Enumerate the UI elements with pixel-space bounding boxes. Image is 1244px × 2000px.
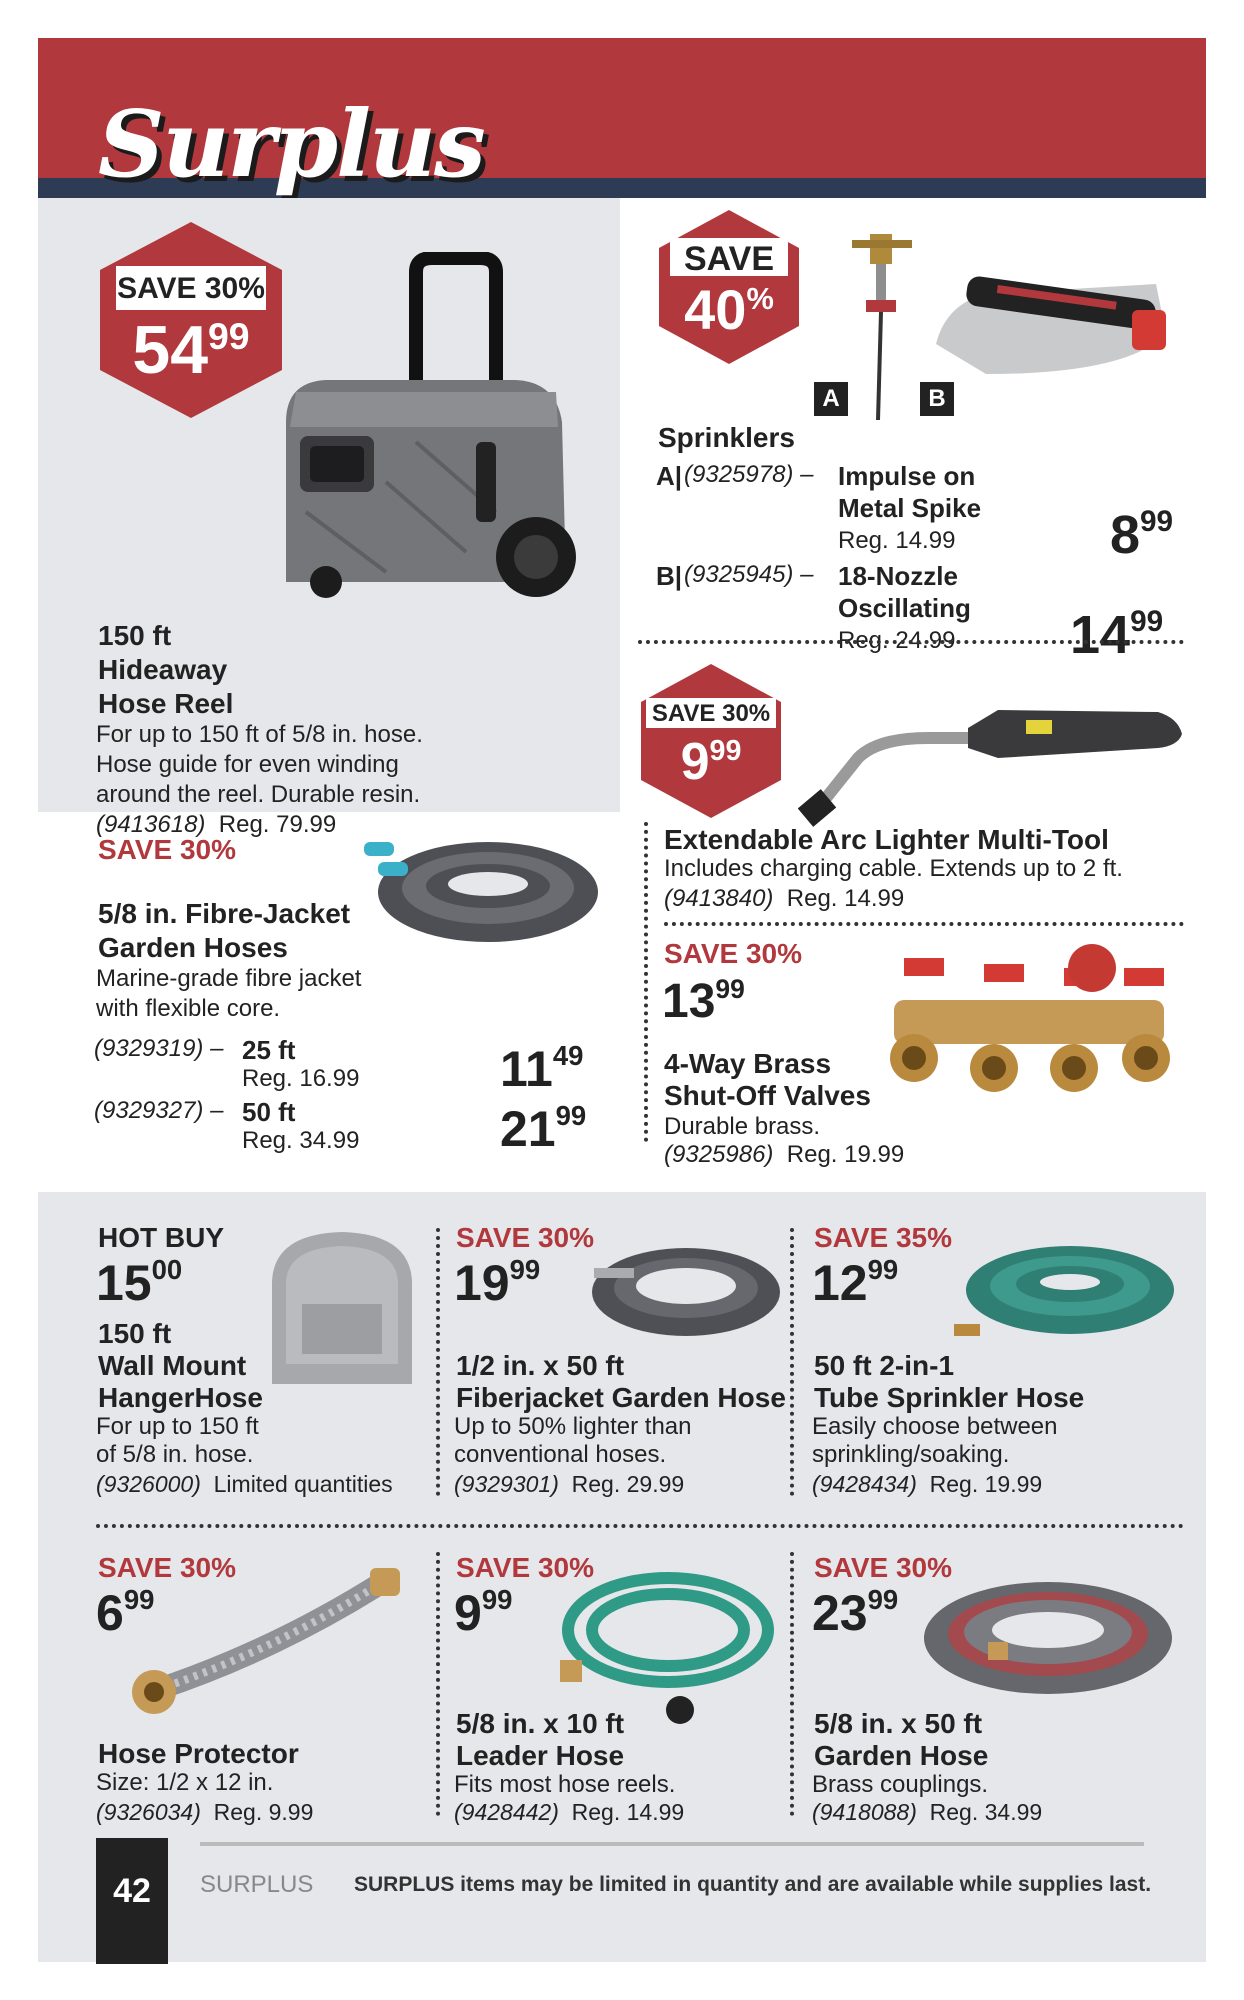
sprinkler-b-name-1: 18-Nozzle	[838, 561, 958, 591]
price-main: 8	[1110, 505, 1141, 565]
valves-sku: (9325986)	[664, 1141, 774, 1168]
grid-item-save: SAVE 35%	[814, 1222, 952, 1253]
price-main: 12	[812, 1255, 868, 1311]
grid-item-title-3: HangerHose	[98, 1382, 263, 1413]
price-cents: 00	[151, 1254, 183, 1286]
impulse-sprinkler-image	[842, 224, 922, 424]
lighter-reg: Reg. 14.99	[786, 885, 905, 912]
grid-item-desc-1: Easily choose between	[812, 1413, 1058, 1440]
grid-item-desc-1: Size: 1/2 x 12 in.	[96, 1769, 274, 1796]
tube-sprinkler-hose-image	[950, 1234, 1180, 1354]
grid-item-desc-2: of 5/8 in. hose.	[96, 1441, 254, 1468]
valves-title-1: 4-Way Brass	[664, 1048, 832, 1079]
hose-reel-badge	[96, 220, 286, 420]
banner-title: Surplus	[98, 90, 484, 198]
arc-lighter-image	[798, 698, 1198, 828]
fiberjacket-hose-image	[586, 1234, 786, 1344]
hose-reel-reg: Reg. 79.99	[218, 811, 337, 838]
grid-item-save: SAVE 30%	[98, 1552, 236, 1583]
badge-price	[638, 733, 784, 791]
hose-reel-desc-1: For up to 150 ft of 5/8 in. hose.	[96, 721, 423, 748]
lighter-badge	[638, 662, 784, 820]
badge-percent	[656, 278, 802, 341]
sprinkler-a-name-2: Metal Spike	[838, 493, 982, 523]
divider-lighter	[664, 922, 1184, 926]
fibre-hoses-title-1: 5/8 in. Fibre-Jacket	[98, 898, 351, 929]
sprinkler-a-reg: Reg. 14.99	[838, 527, 956, 554]
grid-item-title-2: Leader Hose	[456, 1740, 625, 1771]
fibre-hose-50-reg: Reg. 34.99	[242, 1127, 360, 1154]
footer-rule	[200, 1842, 1144, 1846]
valves-title-2: Shut-Off Valves	[664, 1080, 871, 1111]
grid-item-desc-1: Up to 50% lighter than	[454, 1413, 692, 1440]
valves-reg: Reg. 19.99	[786, 1141, 905, 1168]
garden-hose-image	[918, 1568, 1184, 1708]
price-main: 6	[96, 1585, 124, 1641]
grid-divider-v3	[436, 1552, 440, 1816]
grid-item-reg: Reg. 9.99	[213, 1799, 314, 1825]
divider-sprinklers	[638, 640, 1184, 644]
badge-price	[96, 312, 286, 388]
price-main: 13	[662, 975, 716, 1028]
grid-item-price	[454, 1252, 540, 1315]
sprinkler-b-prefix: B|	[656, 561, 683, 591]
fibre-hose-25-reg: Reg. 16.99	[242, 1065, 360, 1092]
grid-item-sku: (9418088)	[812, 1799, 917, 1825]
hose-reel-panel	[38, 198, 620, 838]
valves-sku-line	[664, 1140, 904, 1170]
grid-item-title-1: 5/8 in. x 50 ft	[814, 1708, 983, 1739]
flyer-page	[38, 38, 1206, 1962]
grid-item-title-2: Fiberjacket Garden Hose	[456, 1382, 786, 1413]
hose-reel-title-2: Hideaway	[98, 654, 228, 685]
price-cents: 99	[1130, 605, 1164, 639]
grid-item-desc-2: conventional hoses.	[454, 1441, 667, 1468]
fibre-hose-25-length: 25 ft	[242, 1035, 296, 1065]
hose-reel-title-3: Hose Reel	[98, 688, 234, 719]
grid-item-sku: (9326034)	[96, 1799, 201, 1825]
fibre-hose-image	[358, 822, 608, 952]
grid-item-price	[812, 1252, 898, 1315]
grid-item-title-1: 50 ft 2-in-1	[814, 1350, 955, 1381]
price-cents: 99	[715, 974, 745, 1005]
price-cents: 99	[867, 1254, 899, 1286]
sprinkler-a-name-1: Impulse on	[838, 461, 976, 491]
label-a: A	[814, 382, 848, 416]
sprinkler-b-reg: Reg. 24.99	[838, 627, 956, 654]
valves-desc: Durable brass.	[664, 1113, 821, 1140]
footer-section: SURPLUS	[200, 1871, 314, 1898]
fibre-hose-25-sku: (9329319) –	[94, 1035, 224, 1062]
price-cents: 99	[509, 1254, 541, 1286]
sprinkler-b-sku: (9325945) –	[684, 561, 814, 588]
sprinklers-title: Sprinklers	[658, 422, 795, 453]
price-main: 11	[500, 1041, 553, 1097]
price-main: 9	[454, 1585, 482, 1641]
percent-value: 40	[684, 278, 747, 341]
grid-item-desc-1: Fits most hose reels.	[454, 1771, 676, 1798]
grid-item-sku-line	[812, 1470, 1042, 1499]
price-main: 15	[96, 1255, 152, 1311]
grid-item-title-1: 150 ft	[98, 1318, 172, 1349]
badge-save-text: SAVE	[683, 240, 775, 278]
hose-reel-image	[266, 252, 606, 622]
grid-item-sku-line	[96, 1798, 313, 1827]
price-main: 9	[680, 733, 710, 791]
badge-save-text: SAVE 30%	[117, 272, 265, 305]
grid-item-desc-1: For up to 150 ft	[96, 1413, 259, 1440]
grid-divider-h	[96, 1524, 1184, 1528]
grid-item-title-2: Garden Hose	[814, 1740, 989, 1771]
price-main: 23	[812, 1585, 868, 1641]
fibre-hose-50-price	[500, 1098, 586, 1161]
valves-price	[662, 972, 745, 1032]
grid-item-price	[454, 1582, 512, 1645]
leader-hose-image	[550, 1560, 786, 1730]
grid-item-save: SAVE 30%	[456, 1222, 594, 1253]
grid-item-sku: (9329301)	[454, 1471, 559, 1497]
sprinkler-a-price	[1110, 502, 1173, 570]
grid-item-reg: Reg. 19.99	[929, 1471, 1043, 1497]
grid-item-title-2: Wall Mount	[98, 1350, 247, 1381]
lighter-desc: Includes charging cable. Extends up to 2 ft.	[664, 855, 1123, 882]
grid-item-sku-line	[454, 1470, 684, 1499]
hose-protector-image	[123, 1560, 416, 1730]
fibre-hoses-title-2: Garden Hoses	[98, 932, 288, 963]
percent-sign: %	[746, 280, 774, 316]
hose-reel-title-1: 150 ft	[98, 620, 172, 651]
price-main: 21	[500, 1101, 556, 1157]
grid-item-reg: Reg. 34.99	[929, 1799, 1043, 1825]
hose-reel-sku: (9413618)	[96, 811, 206, 838]
hose-reel-desc-2: Hose guide for even winding	[96, 751, 399, 778]
fibre-hoses-save: SAVE 30%	[98, 834, 236, 865]
grid-item-save: SAVE 30%	[814, 1552, 952, 1583]
sprinkler-a-prefix: A|	[656, 461, 683, 491]
lighter-title: Extendable Arc Lighter Multi-Tool	[664, 824, 1109, 855]
badge-save-text: SAVE 30%	[651, 700, 771, 727]
oscillating-sprinkler-image	[926, 264, 1176, 384]
grid-divider-v4	[790, 1552, 794, 1816]
price-main: 14	[1070, 605, 1131, 665]
fibre-hoses-desc-2: with flexible core.	[96, 995, 281, 1022]
surplus-banner	[38, 38, 1206, 198]
grid-item-price	[96, 1252, 182, 1315]
grid-item-save: HOT BUY	[98, 1222, 224, 1253]
grid-item-sku: (9428434)	[812, 1471, 917, 1497]
footer-note: SURPLUS items may be limited in quantity and are available while supplies last.	[354, 1873, 1152, 1896]
price-cents: 99	[208, 314, 250, 357]
grid-item-sku: (9428442)	[454, 1799, 559, 1825]
grid-item-sku-line	[812, 1798, 1042, 1827]
valves-save: SAVE 30%	[664, 938, 802, 969]
price-cents: 99	[867, 1584, 899, 1616]
grid-item-sku-line	[96, 1470, 393, 1499]
page-number: 42	[96, 1838, 168, 1964]
price-cents: 99	[123, 1584, 155, 1616]
sprinkler-b-price	[1070, 602, 1163, 670]
grid-item-desc-1: Brass couplings.	[812, 1771, 989, 1798]
price-cents: 99	[481, 1584, 513, 1616]
grid-item-sku-line	[454, 1798, 684, 1827]
grid-divider-v1	[436, 1228, 440, 1496]
price-cents: 99	[709, 735, 742, 768]
fibre-hose-50-length: 50 ft	[242, 1097, 296, 1127]
label-b: B	[920, 382, 954, 416]
fibre-hose-25-price	[500, 1038, 583, 1101]
fibre-hose-50-sku: (9329327) –	[94, 1097, 224, 1124]
sprinklers-block	[620, 198, 1206, 665]
grid-divider-v2	[790, 1228, 794, 1496]
grid-item-title-1: Hose Protector	[98, 1738, 299, 1769]
grid-item-reg: Limited quantities	[213, 1471, 393, 1497]
price-cents: 99	[1140, 505, 1174, 539]
divider-vertical-mid	[644, 822, 648, 1142]
hose-reel-desc-3: around the reel. Durable resin.	[96, 781, 421, 808]
grid-item-price	[812, 1582, 898, 1645]
price-cents: 49	[552, 1040, 584, 1072]
grid-item-desc-2: sprinkling/soaking.	[812, 1441, 1010, 1468]
price-main: 19	[454, 1255, 510, 1311]
fibre-hoses-desc-1: Marine-grade fibre jacket	[96, 965, 362, 992]
brass-valve-image	[874, 938, 1184, 1108]
price-main: 54	[132, 312, 209, 388]
lighter-sku: (9413840)	[664, 885, 774, 912]
sprinkler-a-sku: (9325978) –	[684, 461, 814, 488]
grid-item-sku: (9326000)	[96, 1471, 201, 1497]
grid-item-reg: Reg. 29.99	[571, 1471, 685, 1497]
grid-item-reg: Reg. 14.99	[571, 1799, 685, 1825]
grid-item-title-1: 1/2 in. x 50 ft	[456, 1350, 625, 1381]
sprinklers-badge	[656, 208, 802, 366]
sprinkler-b-name-2: Oscillating	[838, 593, 971, 623]
wall-mount-hanger-image	[262, 1224, 422, 1394]
grid-item-title-1: 5/8 in. x 10 ft	[456, 1708, 625, 1739]
grid-item-title-2: Tube Sprinkler Hose	[814, 1382, 1085, 1413]
grid-item-save: SAVE 30%	[456, 1552, 594, 1583]
price-cents: 99	[555, 1100, 587, 1132]
lighter-sku-line	[664, 884, 904, 914]
